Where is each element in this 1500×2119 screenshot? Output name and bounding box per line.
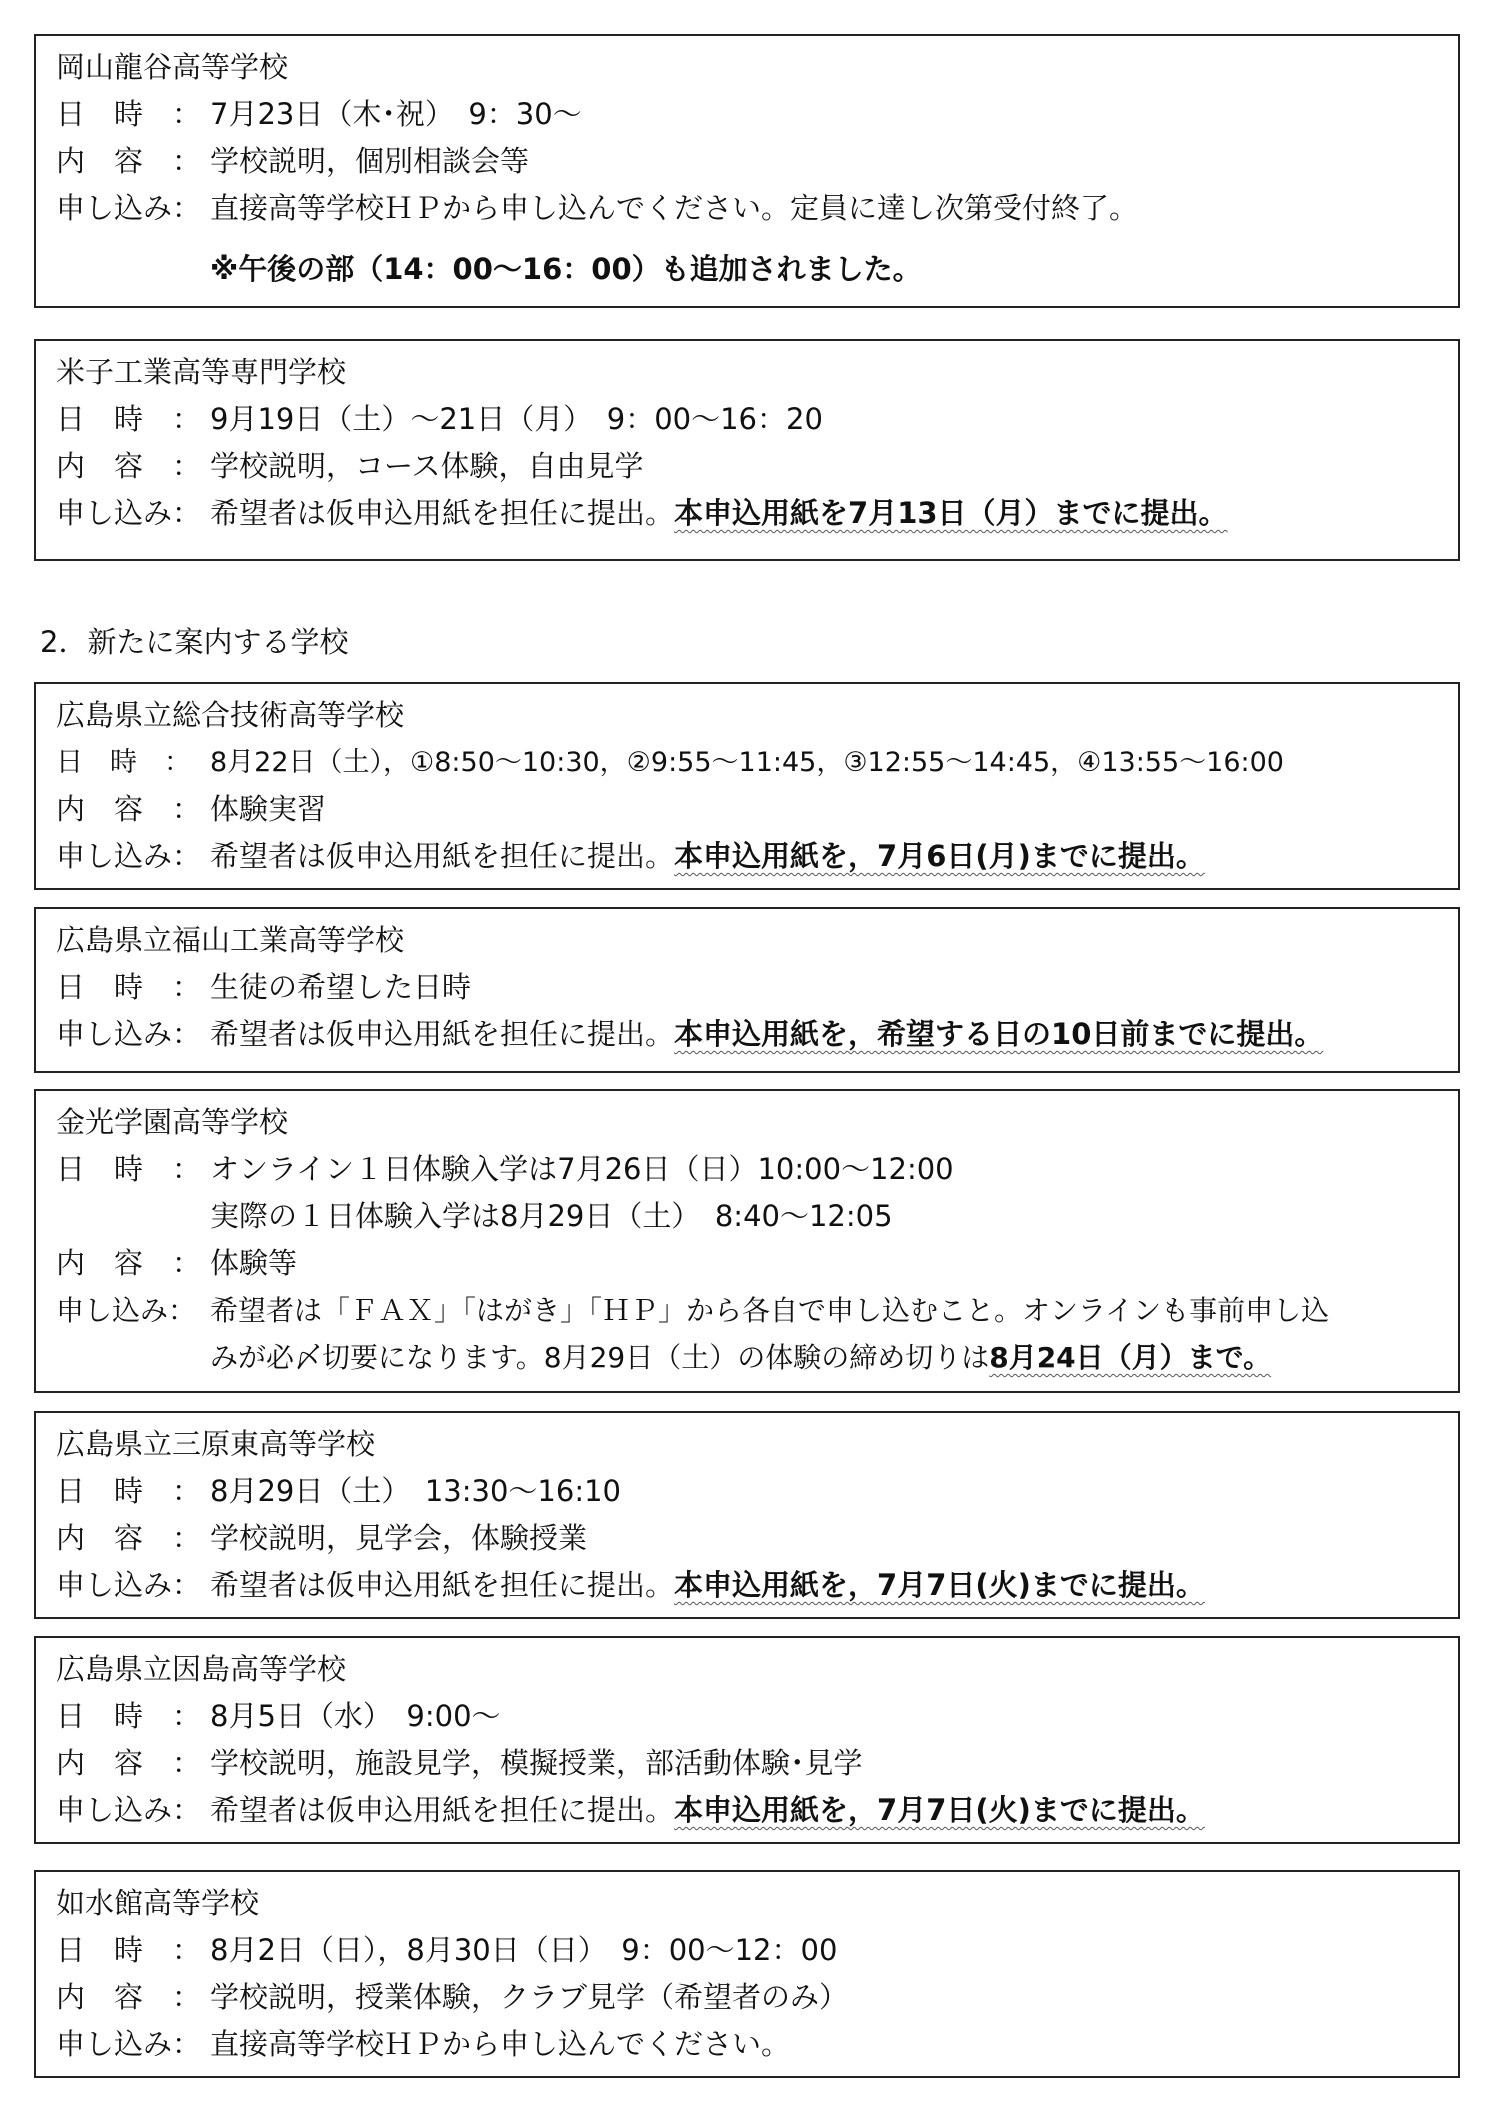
apply-value (210, 1562, 1205, 1609)
apply-text: 希望者は仮申込用紙を担任に提出。 (210, 1017, 675, 1051)
apply-row (56, 1562, 1458, 1609)
date-label: 日 時 ： (56, 1699, 202, 1733)
school-name: 広島県立福山工業高等学校 (56, 923, 405, 957)
apply-label: 申し込み： (56, 1294, 197, 1327)
apply-deadline: 8月24日（月）まで。 (989, 1341, 1272, 1374)
school-name: 如水館高等学校 (56, 1886, 260, 1920)
section-heading: 2．新たに案内する学校 (40, 625, 349, 659)
apply-deadline: 本申込用紙を，7月6日(月)までに提出。 (674, 839, 1205, 873)
content-value: 学校説明，個別相談会等 (210, 144, 530, 178)
content-label: 内 容 ： (56, 1246, 202, 1280)
apply-deadline: 本申込用紙を7月13日（月）までに提出。 (674, 496, 1228, 530)
date-value: 8月22日（土），①8:50〜10:30，②9:55〜11:45，③12:55〜14:45，④13:55〜16:00 (210, 747, 1284, 778)
content-row (56, 443, 1458, 490)
date-value-2: 実際の１日体験入学は8月29日（土） 8:40〜12:05 (210, 1199, 893, 1233)
apply-row-2 (56, 1334, 1458, 1381)
apply-label: 申し込み： (56, 839, 202, 873)
content-value: 体験実習 (210, 792, 327, 826)
school-box-okayama-ryukoku (34, 34, 1460, 308)
date-value: 9月19日（土）〜21日（月） 9：00〜16：20 (210, 402, 823, 436)
apply-label: 申し込み： (56, 1017, 202, 1051)
date-row (56, 91, 1458, 138)
apply-text: みが必〆切要になります。8月29日（土）の体験の締め切りは (210, 1341, 990, 1374)
content-label: 内 容 ： (56, 144, 202, 178)
content-label: 内 容 ： (56, 1746, 202, 1780)
note-row (56, 246, 1458, 293)
date-row-2 (56, 1193, 1458, 1240)
content-row (56, 1974, 1458, 2021)
date-value: 7月23日（木･祝） 9：30〜 (210, 97, 582, 131)
date-value: 8月5日（水） 9:00〜 (210, 1699, 501, 1733)
school-box-innoshima (34, 1636, 1460, 1844)
date-label: 日 時 ： (56, 1152, 202, 1186)
apply-row (56, 490, 1458, 537)
content-row (56, 1240, 1458, 1287)
content-value: 学校説明，コース体験，自由見学 (210, 449, 644, 483)
date-row (56, 1927, 1458, 1974)
date-value: 8月29日（土） 13:30〜16:10 (210, 1474, 621, 1508)
date-row (56, 396, 1458, 443)
school-box-konko-gakuen (34, 1089, 1460, 1393)
apply-value: 直接高等学校ＨＰから申し込んでください。 (210, 2027, 791, 2061)
apply-row (56, 1787, 1458, 1834)
date-row (56, 739, 1458, 786)
content-label: 内 容 ： (56, 449, 202, 483)
apply-label: 申し込み： (56, 1793, 202, 1827)
school-box-mihara-higashi (34, 1411, 1460, 1619)
apply-value: 直接高等学校ＨＰから申し込んでください。定員に達し次第受付終了。 (210, 191, 1139, 225)
apply-label: 申し込み： (56, 1568, 202, 1602)
date-row (56, 1693, 1458, 1740)
school-name: 金光学園高等学校 (56, 1105, 289, 1139)
content-row (56, 1515, 1458, 1562)
date-label: 日 時 ： (56, 970, 202, 1004)
content-label: 内 容 ： (56, 792, 202, 826)
school-box-fukuyama-kogyo (34, 907, 1460, 1073)
apply-row (56, 833, 1458, 880)
date-label: 日 時 ： (56, 1933, 202, 1967)
content-row (56, 786, 1458, 833)
content-value: 学校説明，見学会，体験授業 (210, 1521, 588, 1555)
date-row (56, 1146, 1458, 1193)
apply-row (56, 1287, 1458, 1334)
date-row (56, 1468, 1458, 1515)
apply-row (56, 1011, 1458, 1058)
apply-deadline: 本申込用紙を，7月7日(火)までに提出。 (674, 1568, 1205, 1602)
school-box-josuikan (34, 1870, 1460, 2078)
content-label: 内 容 ： (56, 1980, 202, 2014)
apply-text: 希望者は仮申込用紙を担任に提出。 (210, 496, 675, 530)
apply-deadline: 本申込用紙を，希望する日の10日前までに提出。 (674, 1017, 1324, 1051)
date-label: 日 時 ： (56, 97, 202, 131)
school-name: 米子工業高等専門学校 (56, 355, 347, 389)
apply-label: 申し込み： (56, 496, 202, 530)
apply-value-2 (210, 1334, 1271, 1381)
school-name: 広島県立因島高等学校 (56, 1652, 347, 1686)
content-value: 体験等 (210, 1246, 298, 1280)
apply-row (56, 185, 1458, 232)
school-name: 広島県立総合技術高等学校 (56, 698, 405, 732)
date-label: 日 時 ： (56, 747, 191, 778)
note-text: ※午後の部（14：00〜16：00）も追加されました。 (210, 252, 922, 286)
date-value: 生徒の希望した日時 (210, 970, 472, 1004)
apply-text: 希望者は仮申込用紙を担任に提出。 (210, 1568, 675, 1602)
date-row (56, 964, 1458, 1011)
apply-text: 希望者は仮申込用紙を担任に提出。 (210, 1793, 675, 1827)
content-value: 学校説明，施設見学，模擬授業，部活動体験･見学 (210, 1746, 863, 1780)
school-box-hiroshima-sogo-gijutsu (34, 682, 1460, 890)
date-label: 日 時 ： (56, 1474, 202, 1508)
school-name: 岡山龍谷高等学校 (56, 50, 289, 84)
school-name: 広島県立三原東高等学校 (56, 1427, 376, 1461)
date-value: 8月2日（日），8月30日（日） 9：00〜12：00 (210, 1933, 838, 1967)
date-value: オンライン１日体験入学は7月26日（日）10:00〜12:00 (210, 1152, 954, 1186)
content-label: 内 容 ： (56, 1521, 202, 1555)
content-row (56, 1740, 1458, 1787)
content-row (56, 138, 1458, 185)
apply-deadline: 本申込用紙を，7月7日(火)までに提出。 (674, 1793, 1205, 1827)
date-label: 日 時 ： (56, 402, 202, 436)
apply-value (210, 833, 1205, 880)
apply-value (210, 1011, 1323, 1058)
apply-label: 申し込み： (56, 191, 202, 225)
content-value: 学校説明，授業体験，クラブ見学（希望者のみ） (210, 1980, 849, 2014)
apply-row (56, 2021, 1458, 2068)
apply-value (210, 490, 1228, 537)
apply-label: 申し込み： (56, 2027, 202, 2061)
apply-text: 希望者は仮申込用紙を担任に提出。 (210, 839, 675, 873)
school-box-yonago-kosen (34, 339, 1460, 561)
apply-value: 希望者は「ＦＡＸ」「はがき」「ＨＰ」から各自で申し込むこと。オンラインも事前申し込 (210, 1294, 1330, 1327)
apply-value (210, 1787, 1205, 1834)
